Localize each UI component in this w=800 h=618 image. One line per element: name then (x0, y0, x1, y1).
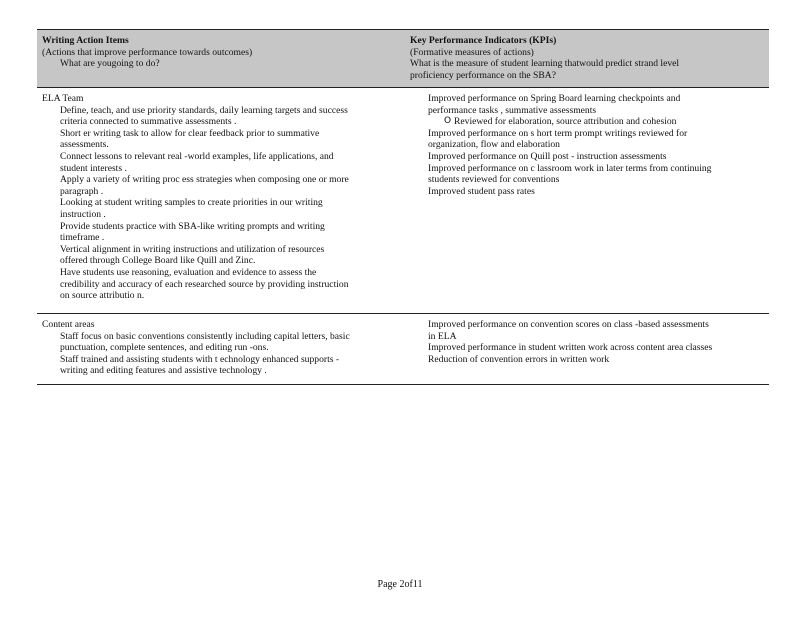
header-right-question-line1: What is the measure of student learning thatwould predict strand level (410, 58, 680, 70)
list-item-text: punctuation, complete sentences, and editing run -ons. (60, 342, 269, 354)
list-item-text: Provide students practice with SBA-like writing prompts and writing (60, 220, 325, 232)
list-item (410, 151, 765, 163)
page-number: Page 2of11 (377, 579, 423, 590)
row-right-cell (410, 93, 765, 197)
list-item-text: timeframe . (60, 232, 105, 244)
list-item-text: Improved performance on s hort term prompt writings reviewed for (428, 127, 688, 139)
list-item (410, 319, 765, 342)
row-title: ELA Team (42, 93, 84, 104)
row-title: Content areas (42, 319, 95, 330)
list-item-text: Improved performance on c lassroom work in later terms from continuing (428, 162, 712, 174)
list-item (410, 186, 765, 198)
list-item (42, 267, 392, 302)
table-row-content-areas (37, 314, 769, 385)
header-right-title: Key Performance Indicators (KPIs) (410, 35, 557, 46)
circle-bullet-icon: O (444, 116, 452, 127)
row-right-cell (410, 319, 765, 365)
sub-list-item-text: Reviewed for elaboration, source attribution and cohesion (454, 116, 677, 128)
list-item-text: Staff focus on basic conventions consistently including capital letters, basic (60, 330, 350, 342)
list-item-text: Define, teach, and use priority standards, daily learning targets and success (60, 104, 348, 116)
table-row-ela-team (37, 88, 769, 314)
row-left-cell (42, 93, 392, 302)
list-item (42, 128, 392, 151)
list-item-text: credibility and accuracy of each researched source by providing instruction (60, 278, 349, 290)
list-item-text: writing and editing features and assistive technology . (60, 365, 267, 377)
list-item-text: offered through College Board like Quill and Zinc. (60, 255, 256, 267)
list-item (410, 128, 765, 151)
list-item-text: assessments. (60, 139, 109, 151)
list-item-text: instruction . (60, 208, 106, 220)
list-item-text: criteria connected to summative assessments . (60, 116, 237, 128)
list-item-text: student interests . (60, 162, 127, 174)
action-items-table (37, 29, 769, 385)
header-left-subtitle: (Actions that improve performance towards outcomes) (42, 46, 253, 58)
list-item (42, 105, 392, 128)
list-item-text: Improved student pass rates (428, 185, 535, 197)
list-item-text: Improved performance on Quill post - instruction assessments (428, 150, 667, 162)
list-item-text: Improved performance on Spring Board learning checkpoints and (428, 93, 681, 104)
list-item (42, 197, 392, 220)
list-item-text: performance tasks , summative assessments (428, 104, 597, 116)
list-item-text: Staff trained and assisting students with t echnology enhanced supports - (60, 353, 340, 365)
list-item-text: Improved performance in student written work across content area classes (428, 342, 713, 354)
list-item (42, 174, 392, 197)
table-header-row (37, 29, 769, 88)
header-left-cell (42, 35, 392, 70)
list-item-text: students reviewed for conventions (428, 174, 560, 186)
list-item-text: on source attributio n. (60, 290, 145, 302)
list-item-text: Looking at student writing samples to create priorities in our writing (60, 197, 323, 209)
list-item (410, 163, 765, 186)
list-item-text: in ELA (428, 330, 457, 342)
list-item-text: Reduction of convention errors in written work (428, 353, 610, 365)
list-item (42, 331, 392, 354)
list-item-text: Apply a variety of writing proc ess strategies when composing one or more (60, 174, 349, 186)
header-right-cell (410, 35, 765, 81)
list-item-text: Short er writing task to allow for clear feedback prior to summative (60, 127, 320, 139)
list-item-text: paragraph . (60, 185, 104, 197)
list-item-text: organization, flow and elaboration (428, 139, 560, 151)
list-item-text: Improved performance on convention scores on class -based assessments (428, 319, 709, 330)
list-item (410, 93, 765, 116)
header-right-subtitle: (Formative measures of actions) (410, 46, 534, 58)
header-left-title: Writing Action Items (42, 35, 129, 46)
list-item-text: Have students use reasoning, evaluation and evidence to assess the (60, 266, 317, 278)
list-item (42, 354, 392, 377)
list-item-text: Vertical alignment in writing instructions and utilization of resources (60, 243, 325, 255)
header-right-question-line2: proficiency performance on the SBA? (410, 69, 556, 81)
header-left-question: What are yougoing to do? (60, 58, 160, 70)
sub-list-item (410, 116, 765, 128)
list-item (410, 354, 765, 366)
list-item-text: Connect lessons to relevant real -world examples, life applications, and (60, 150, 334, 162)
list-item (42, 151, 392, 174)
row-left-cell (42, 319, 392, 377)
list-item (42, 244, 392, 267)
list-item (42, 221, 392, 244)
list-item (410, 342, 765, 354)
